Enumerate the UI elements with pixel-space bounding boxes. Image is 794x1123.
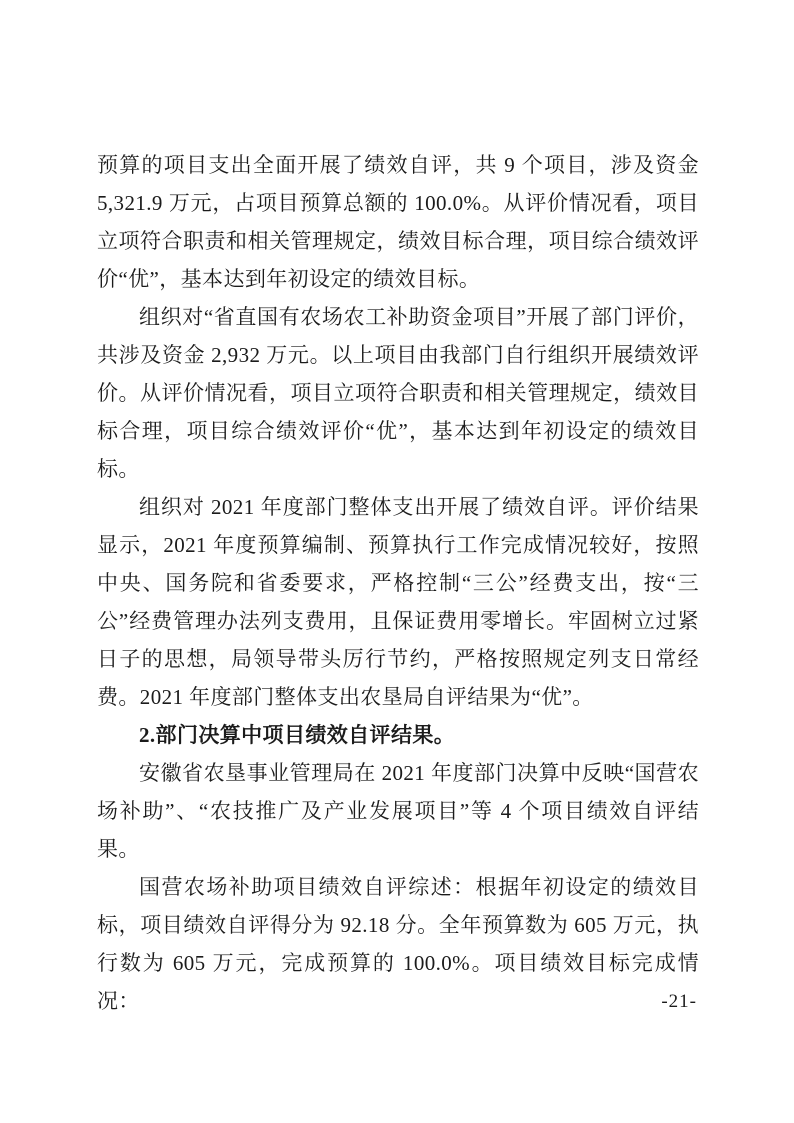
- paragraph-overall-expenditure-evaluation: 组织对 2021 年度部门整体支出开展了绩效自评。评价结果显示，2021 年度预算编制、预算执行工作完成情况较好，按照中央、国务院和省委要求，严格控制“三公”经费支出，按“三公”经费管理办法列支费用，且保证费用零增长。牢固树立过紧日子的思想，局领导带头厉行节约，严格按照规定列支日常经费。2021 年度部门整体支出农垦局自评结果为“优”。: [97, 495, 699, 709]
- paragraph-department-evaluation: 组织对“省直国有农场农工补助资金项目”开展了部门评价，共涉及资金 2,932 万元。以上项目由我部门自行组织开展绩效评价。从评价情况看，项目立项符合职责和相关管理规定，绩效目标合理，项目综合绩效评价“优”，基本达到年初设定的绩效目标。: [97, 305, 699, 481]
- paragraph-budget-self-evaluation: 预算的项目支出全面开展了绩效自评，共 9 个项目，涉及资金 5,321.9 万元，占项目预算总额的 100.0%。从评价情况看，项目立项符合职责和相关管理规定，绩效目标合理，项目综合绩效评价“优”，基本达到年初设定的绩效目标。: [97, 153, 699, 291]
- document-body: [97, 146, 699, 1020]
- paragraph-state-farm-subsidy-summary: 国营农场补助项目绩效自评综述：根据年初设定的绩效目标，项目绩效自评得分为 92.18 分。全年预算数为 605 万元，执行数为 605 万元，完成预算的 100.0%。项目绩效目标完成情况：: [97, 875, 699, 1013]
- paragraph-final-accounts-projects: 安徽省农垦事业管理局在 2021 年度部门决算中反映“国营农场补助”、“农技推广及产业发展项目”等 4 个项目绩效自评结果。: [97, 761, 699, 861]
- page-number: -21-: [661, 991, 697, 1012]
- section-heading-project-performance-results: 2.部门决算中项目绩效自评结果。: [139, 723, 456, 747]
